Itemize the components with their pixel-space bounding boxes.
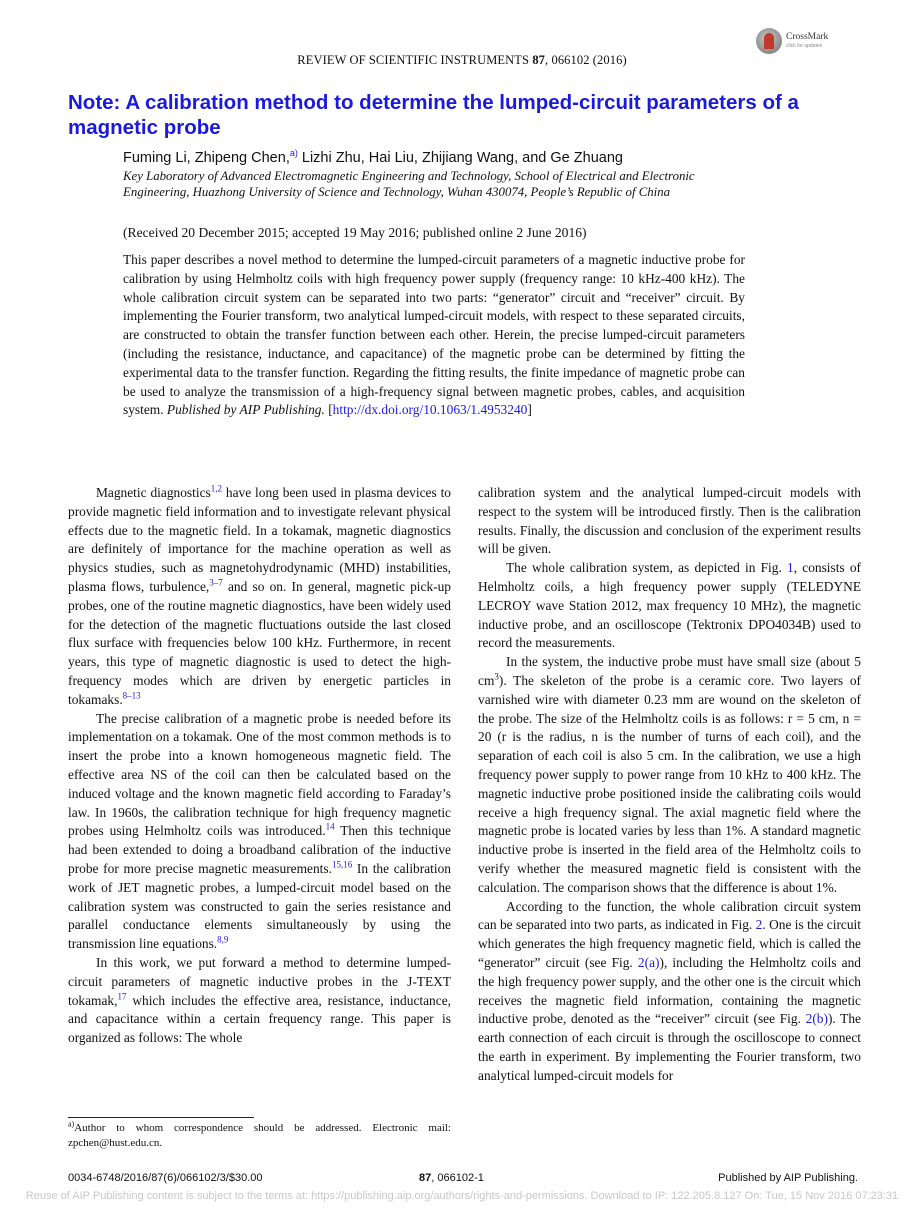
abstract-text: This paper describes a novel method to determine the lumped-circuit parameters of a magnetic inductive probe for calibration by using Helmholtz coils with high frequency power supply (frequency range: 10 kHz-400 kHz). The whole calibration circuit system can be separated into two parts: “generator” circuit and “receiver” circuit. By implementing the Fourier transform, two analytical lumped-circuit models, with respect to these separated circuits, are constructed to obtain the transfer function between each other. Herein, the precise lumped-circuit parameters (including the resistance, inductance, and capacitance) of the magnetic probe can be determined by fitting the experimental data to the transfer function. Regarding the fitting results, the finite impedance of magnetic probe can be used to analyze the transmission of a high-frequency signal between magnetic probes, cables, and acquisition system. <box>123 252 745 418</box>
paragraph <box>478 653 861 897</box>
authors-text: Fuming Li, Zhipeng Chen, <box>123 150 290 166</box>
text: In the calibration work of JET magnetic probes, a lumped-circuit model based on the calibration system was constructed to gain the series resistance and parallel conductance elements simultaneously by using the transmission line equations. <box>68 860 451 952</box>
author-footnote-link[interactable]: a) <box>289 148 298 159</box>
text: In the system, the inductive probe must have small size (about 5 cm <box>478 654 861 688</box>
crossmark-icon <box>756 28 782 54</box>
footnote-divider <box>68 1117 254 1118</box>
footnote-text: Author to whom correspondence should be addressed. Electronic mail: zpchen@hust.edu.cn. <box>68 1122 451 1149</box>
text: which includes the effective area, resistance, inductance, and capacitance within a certain frequency range. This paper is organized as follows: The whole <box>68 992 451 1046</box>
paragraph <box>68 710 451 954</box>
text: ), including the Helmholtz coils and the high frequency power supply, and the other one is the circuit which receives the magnetic field information, containing the magnetic inductive probe, denoted as the “receiver” circuit (see Fig. <box>478 954 861 1027</box>
superscript: 3 <box>494 671 499 682</box>
footnote-mark: a) <box>68 1119 75 1129</box>
bracket: [ <box>324 402 333 418</box>
text: Magnetic diagnostics <box>96 485 211 500</box>
issn-code: 0034-6748/2016/87(6)/066102/3/$30.00 <box>68 1172 263 1184</box>
figure-link[interactable]: 2 <box>755 917 763 933</box>
right-column <box>478 484 861 1086</box>
text: The precise calibration of a magnetic probe is needed before its implementation on a tokamak. One of the most common methods is to insert the probe into a known homogeneous magnetic field. The effective area NS of the coil can then be calculated based on the induced voltage and the known magnetic field according to Faraday’s law. In 1960s, the calibration technique for high frequency magnetic probes using Helmholtz coils was introduced. <box>68 710 451 839</box>
text: have long been used in plasma devices to provide magnetic field information and to investigate relevant physical effects due to the magnetic field. In a tokamak, magnetic diagnostics are definitely of importance for the machine operation as well as physics studies, such as magnetohydrodynamic (MHD) instabilities, plasma flows, turbulence, <box>68 485 452 594</box>
page-number <box>419 1172 484 1184</box>
left-column <box>68 484 451 1048</box>
reference-link[interactable]: 14 <box>325 821 335 832</box>
footnote <box>68 1121 451 1150</box>
affiliation: Key Laboratory of Advanced Electromagnetic Engineering and Technology, School of Electrical and Electronic Engineering, Huazhong University of Science and Technology, Wuhan 430074, People’s Republic of China <box>123 169 695 199</box>
paragraph <box>68 484 451 710</box>
publisher-credit: Published by AIP Publishing. <box>166 402 325 418</box>
text: , consists of Helmholtz coils, a high frequency power supply (TELEDYNE LECROY wave Station 2012, max frequency 10 MHz), the magnetic inductive probe, and an oscilloscope (Tektronix DPO4034B) used to record the measurements. <box>478 560 862 651</box>
figure-link[interactable]: 2(a) <box>637 954 660 970</box>
page-id: , 066102-1 <box>431 1172 484 1184</box>
paper-title: Note: A calibration method to determine the lumped-circuit parameters of a magnetic probe <box>68 91 799 139</box>
reuse-notice: Reuse of AIP Publishing content is subject to the terms at: https://publishing.aip.org/authors/rights-and-permissions. Download to IP: 122.205.8.127 On: Tue, 15 Nov 2016 07:23:31 <box>25 1190 899 1202</box>
journal-header <box>0 53 924 68</box>
paragraph <box>68 954 451 1048</box>
figure-link[interactable]: 2(b) <box>805 1011 828 1027</box>
crossmark-subtitle: click for updates <box>786 42 823 49</box>
journal-article-id: , 066102 (2016) <box>545 53 627 67</box>
text: According to the function, the whole calibration circuit system can be separated into two parts, as indicated in Fig. <box>478 898 861 933</box>
text: In this work, we put forward a method to determine lumped-circuit parameters of magnetic inductive probes in the J-TEXT tokamak, <box>68 954 451 1008</box>
reference-link[interactable]: 15,16 <box>331 859 353 870</box>
author-list <box>123 150 623 166</box>
text: ). The skeleton of the probe is a ceramic core. Two layers of varnished wire with diameter 0.23 mm are wound on the skeleton of the probe. The size of the Helmholtz coils is as follows: r = 5 cm, n = 20 (r is the radius, n is the number of turns of each coil), and the separation of each coil is also 5 cm. In the calibration, we use a high frequency power supply to power range from 10 kHz to 400 kHz. The magnetic inductive probe positioned inside the calibrating coils would receive a high frequency signal. The axial magnetic field where the magnetic probe is located varies by less than 1%. A standard magnetic inductive probe is inserted in the field area of the Helmholtz coils to verify whether the measured magnetic field is consistent with the calculation. The comparison shows that the difference is about 1%. <box>478 672 861 895</box>
text: The whole calibration system, as depicted in Fig. <box>506 560 788 576</box>
crossmark-badge[interactable] <box>756 26 846 56</box>
reference-link[interactable]: 1,2 <box>210 483 222 494</box>
figure-link[interactable]: 1 <box>787 560 794 576</box>
journal-name: REVIEW OF SCIENTIFIC INSTRUMENTS <box>297 53 530 67</box>
paragraph: calibration system and the analytical lumped-circuit models with respect to the system will be introduced firstly. Then is the calibration results. Finally, the discussion and conclusion of the experiment results will be given. <box>478 485 861 557</box>
reference-link[interactable]: 3–7 <box>209 577 223 588</box>
paragraph <box>478 559 861 653</box>
authors-text: Lizhi Zhu, Hai Liu, Zhijiang Wang, and Ge Zhuang <box>297 150 623 166</box>
reference-link[interactable]: 8–13 <box>122 690 141 701</box>
text: ). The earth connection of each circuit is through the oscilloscope to connect the earth in experiment. By implementing the Fourier transform, two analytical lumped-circuit models for <box>478 1011 861 1083</box>
text: . One is the circuit which generates the high frequency magnetic field, which is called the “generator” circuit (see Fig. <box>478 917 861 970</box>
received-dates: (Received 20 December 2015; accepted 19 May 2016; published online 2 June 2016) <box>123 225 587 240</box>
reference-link[interactable]: 8,9 <box>217 934 229 945</box>
publisher: Published by AIP Publishing. <box>718 1172 858 1184</box>
volume: 87 <box>419 1172 432 1184</box>
text: and so on. In general, magnetic pick-up probes, one of the routine magnetic diagnostics, have been widely used for the detection of the magnetic fluctuations outside the last closed flux surface with frequencies below 100 kHz. Furthermore, in recent years, this type of magnetic diagnostic is used to detect the high-frequency modes which are driven by energetic particles in tokamaks. <box>68 578 451 707</box>
text: Then this technique had been extended to doing a broadband calibration of the inductive probe for more precise magnetic measurements. <box>68 823 451 876</box>
abstract <box>123 251 745 420</box>
doi-link[interactable]: http://dx.doi.org/10.1063/1.4953240 <box>332 402 528 418</box>
bracket: ] <box>527 402 532 418</box>
journal-volume: 87 <box>532 53 546 67</box>
crossmark-title: CrossMark <box>786 32 829 43</box>
paragraph <box>478 898 861 1086</box>
reference-link[interactable]: 17 <box>117 991 127 1002</box>
